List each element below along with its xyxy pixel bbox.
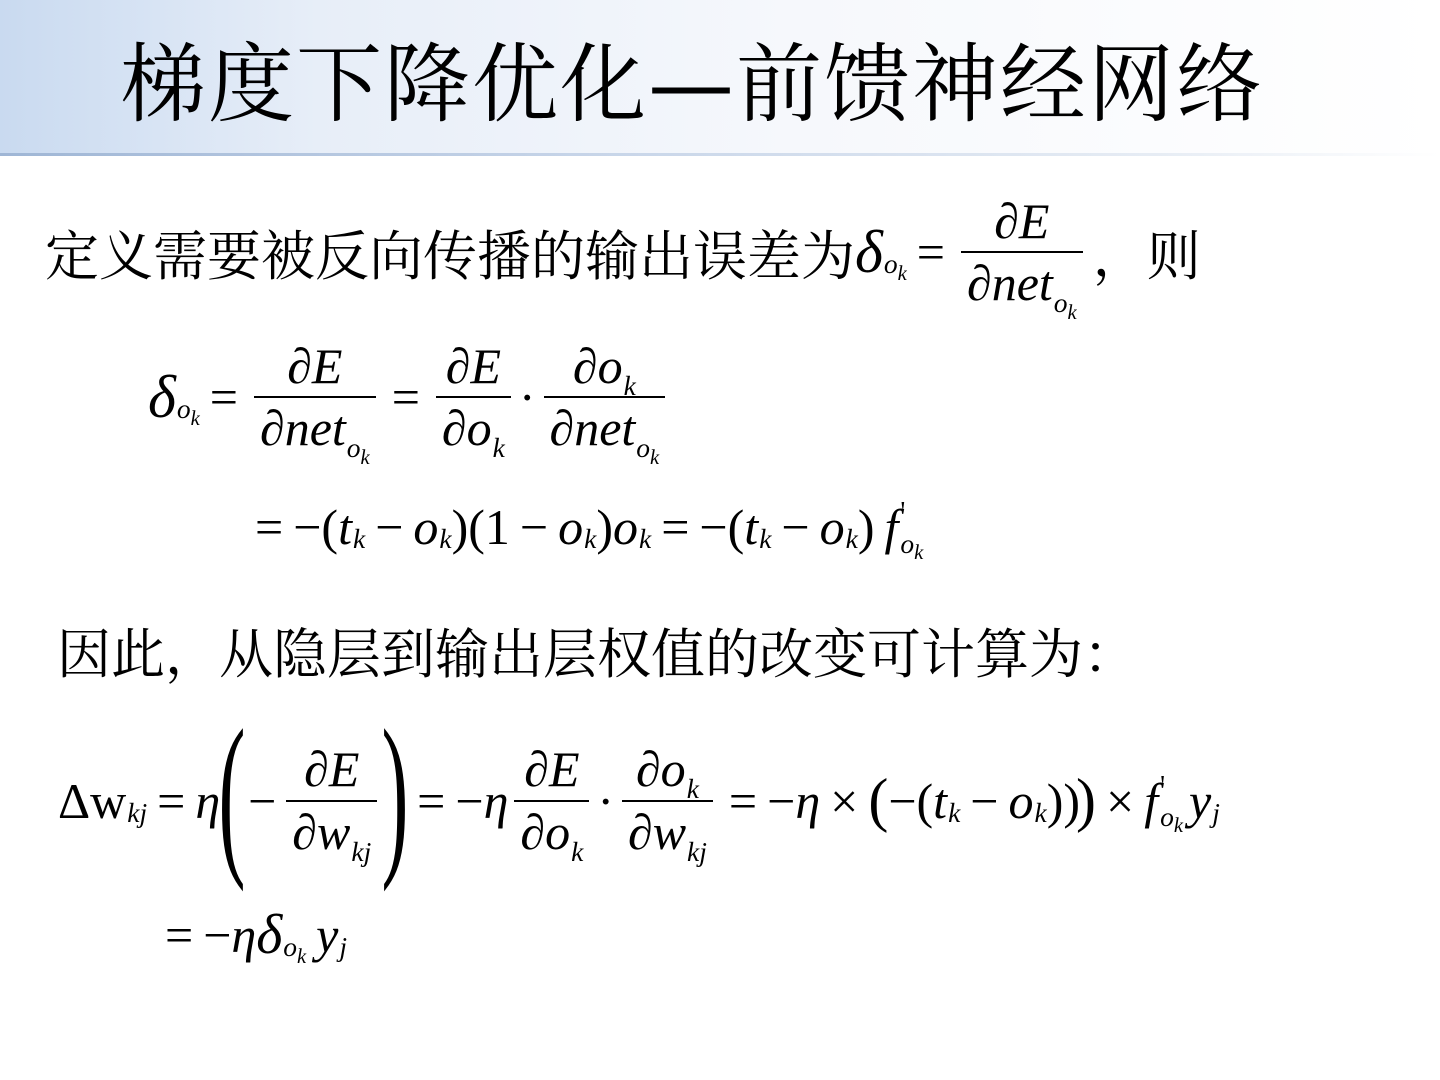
weight-update-formula: Δw kj = η ( − $\frac{\partial E}{\partial w_{kj}}$ ) = − η $\frac{\partial E}{\partial o_k}$ · $\frac{\partial o_k}{\partial w_{kj}}$ = − η × ( −( t k − o k )) ) × f ' $o_k$ y j [58, 692, 1220, 892]
header-divider [0, 153, 1440, 156]
delta-definition-formula: δ $o_k$ = $\frac{\partial E}{\partial net_{o_k}}$ [855, 195, 1089, 310]
definition-text: 定义需要被反向传播的输出误差为 [45, 224, 855, 288]
chain-rule-formula: δ $o_k$ = $\frac{\partial E}{\partial net_{o_k}}$ = $\frac{\partial E}{\partial o_k}$ · $\frac{\partial o_k}{\partial net_{o_k}}$ [148, 322, 671, 472]
definition-suffix: ，则 [1092, 224, 1201, 288]
weight-update-result: = − η δ $o_k$ y j [165, 904, 347, 968]
definition-line [45, 172, 1201, 332]
therefore-text: 因此，从隐层到输出层权值的改变可计算为： [57, 623, 1137, 686]
slide-title: 梯度下降优化—前馈神经网络 [120, 35, 1264, 135]
expansion-formula: = −( t k − o k )( 1 − o k ) o k = −( t k − o k ) f ' $o_k$ [255, 495, 924, 564]
